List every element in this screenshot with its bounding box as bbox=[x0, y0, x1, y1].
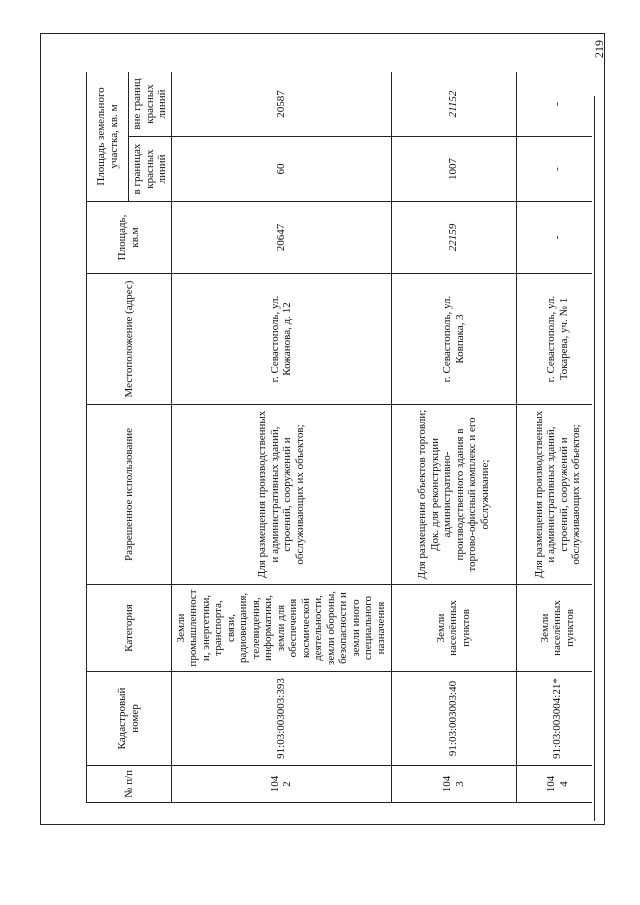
cell-cadastral: 91:03:003004:21* bbox=[516, 672, 592, 766]
table-body bbox=[171, 72, 592, 803]
cell-outside: 21152 bbox=[391, 72, 516, 137]
table-row bbox=[516, 72, 592, 803]
header-category: Категория bbox=[87, 585, 172, 672]
cell-outside: 20587 bbox=[171, 72, 391, 137]
cell-permitted-use: Для размещения производственных и административных зданий, строений, сооружений и обслуживающих их объектов; bbox=[171, 405, 391, 585]
header-num: № п/п bbox=[87, 766, 172, 803]
header-row bbox=[87, 72, 129, 803]
cell-inside: 1007 bbox=[391, 137, 516, 202]
cell-area: 20647 bbox=[171, 202, 391, 274]
cell-category: Земли промышленност и, энергетики, транспорта, связи, радиовещания, телевидения, информатики, земли для обеспечения космической деятельности, земли обороны, безопасности и земли иного специального назначения bbox=[171, 585, 391, 672]
cell-location: г. Севастополь, ул. Токарева, уч. № 1 bbox=[516, 274, 592, 405]
page-number: 219 bbox=[592, 40, 606, 58]
cell-category: Земли населённых пунктов bbox=[516, 585, 592, 672]
header-permitted-use: Разрешенное использование bbox=[87, 405, 172, 585]
table-row bbox=[391, 72, 516, 803]
cell-location: г. Севастополь, ул. Кожанова, д. 12 bbox=[171, 274, 391, 405]
land-plots-table bbox=[86, 72, 592, 803]
header-area: Площадь, кв.м bbox=[87, 202, 172, 274]
cell-inside: - bbox=[516, 137, 592, 202]
cell-cadastral: 91:03:003003:40 bbox=[391, 672, 516, 766]
cell-num: 104 4 bbox=[516, 766, 592, 803]
cell-location: г. Севастополь, ул. Ковпака, 3 bbox=[391, 274, 516, 405]
cell-num: 104 3 bbox=[391, 766, 516, 803]
cell-permitted-use: Для размещения объектов торговли; Док. для реконструкции административно-производственного здания в торгово-офисный комплекс и его обслуживание; bbox=[391, 405, 516, 585]
header-location: Местоположение (адрес) bbox=[87, 274, 172, 405]
table-wrapper bbox=[86, 72, 592, 803]
cell-outside: - bbox=[516, 72, 592, 137]
header-inside: в границах красных линий bbox=[129, 137, 172, 202]
rotated-table-container bbox=[86, 72, 592, 803]
cell-inside: 60 bbox=[171, 137, 391, 202]
cell-category: Земли населённых пунктов bbox=[391, 585, 516, 672]
page-rule bbox=[594, 96, 595, 821]
cell-cadastral: 91:03:003003:393 bbox=[171, 672, 391, 766]
header-cadastral: Кадастровый номер bbox=[87, 672, 172, 766]
cell-num: 104 2 bbox=[171, 766, 391, 803]
cell-area: - bbox=[516, 202, 592, 274]
header-land-area: Площадь земельного участка, кв. м bbox=[87, 72, 129, 202]
cell-permitted-use: Для размещения производственных и административных зданий, строений, сооружений и обслуживающих их объектов; bbox=[516, 405, 592, 585]
table-row bbox=[171, 72, 391, 803]
cell-area: 22159 bbox=[391, 202, 516, 274]
header-outside: вне границ красных линий bbox=[129, 72, 172, 137]
